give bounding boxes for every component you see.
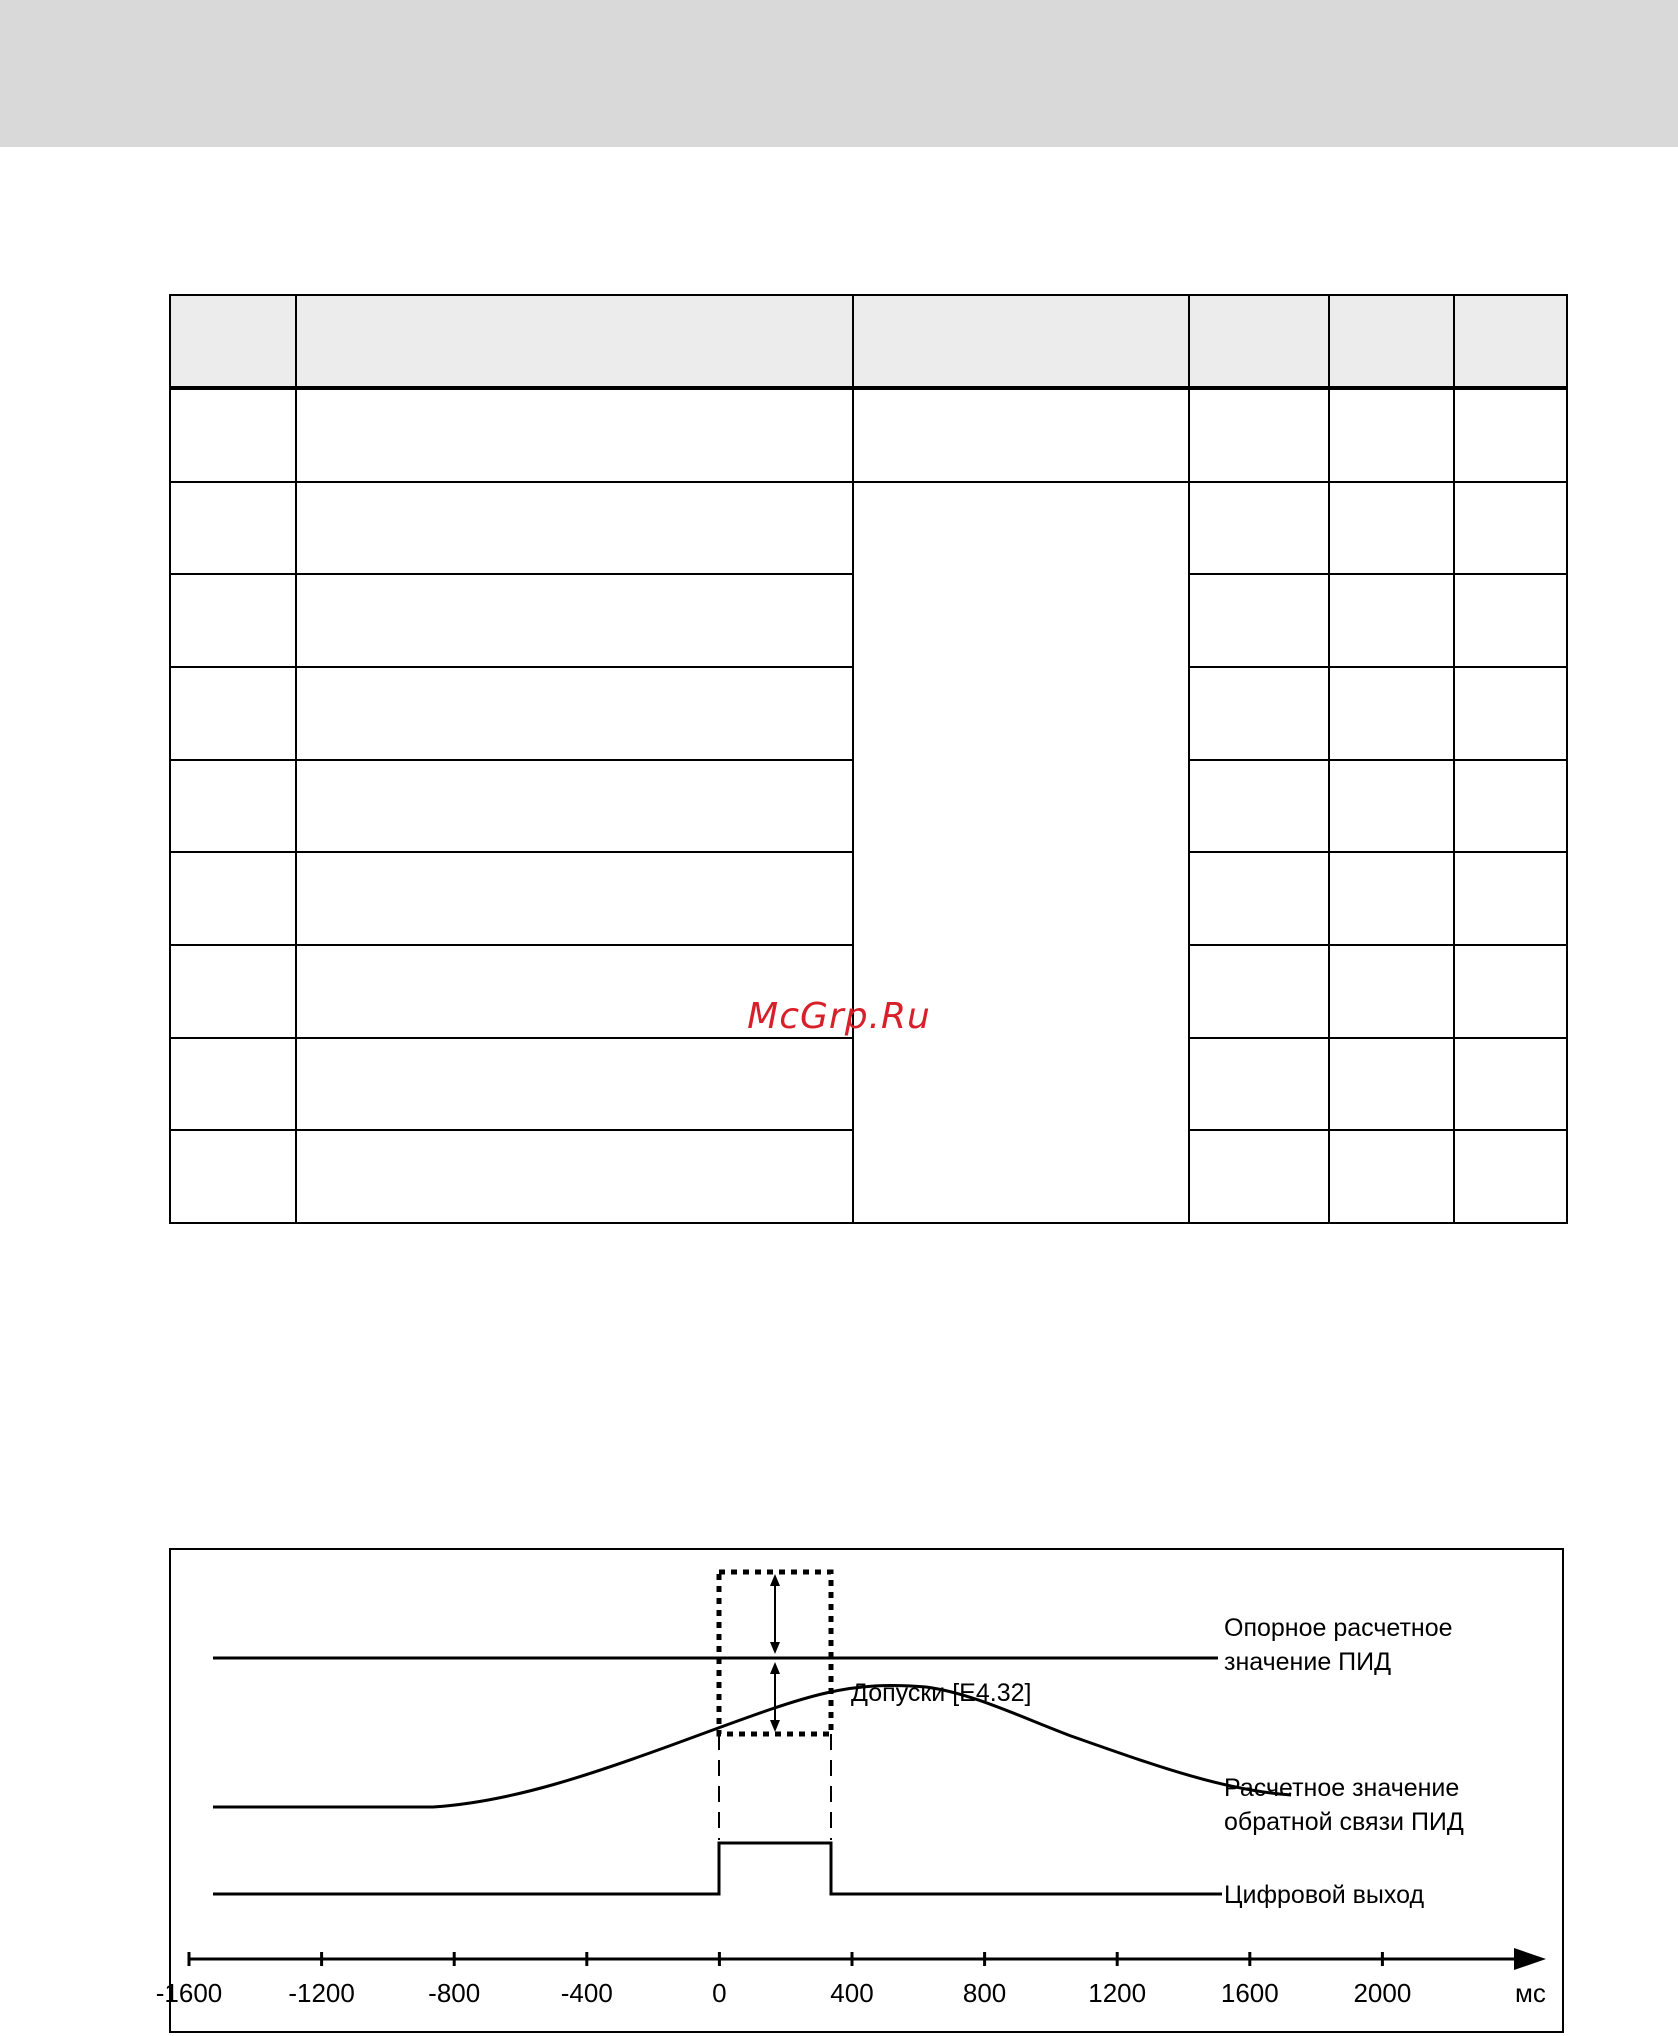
table-cell — [170, 852, 296, 945]
header-cell — [853, 295, 1189, 388]
table-cell — [1454, 667, 1567, 760]
reference-value-label-line1: Опорное расчетное — [1224, 1614, 1453, 1642]
table-cell — [1189, 482, 1329, 575]
table-cell — [1329, 1038, 1454, 1131]
table-cell — [1329, 388, 1454, 482]
table-cell-merged — [853, 482, 1189, 1223]
table-cell — [170, 574, 296, 667]
table-cell — [296, 760, 853, 853]
axis-tick-label: 0 — [712, 1978, 727, 2008]
table-cell — [1189, 1038, 1329, 1131]
table-cell — [296, 1038, 853, 1131]
table-cell — [1189, 852, 1329, 945]
table-cell — [1329, 760, 1454, 853]
tolerance-upper-arrow — [770, 1574, 780, 1654]
parameter-table — [169, 294, 1568, 1224]
watermark-text: McGrp.Ru — [747, 996, 931, 1037]
tolerance-label: Допуски [E4.32] — [851, 1679, 1032, 1707]
feedback-value-label-line1: Расчетное значение — [1224, 1774, 1460, 1802]
table-row — [170, 388, 1567, 482]
table-cell — [296, 482, 853, 575]
table-cell — [1189, 667, 1329, 760]
axis-tick-label: 800 — [962, 1978, 1007, 2008]
table-row — [170, 482, 1567, 575]
reference-value-label-line2: значение ПИД — [1224, 1648, 1392, 1676]
table-cell — [1454, 760, 1567, 853]
axis-tick-label: 1200 — [1088, 1978, 1147, 2008]
table-cell — [1189, 760, 1329, 853]
table-cell — [1454, 388, 1567, 482]
table-cell — [170, 388, 296, 482]
table-cell — [296, 574, 853, 667]
table-cell — [1329, 667, 1454, 760]
table-cell — [1329, 482, 1454, 575]
table-cell — [170, 667, 296, 760]
axis-tick-label: 2000 — [1353, 1978, 1412, 2008]
timing-diagram — [155, 1548, 1564, 2033]
table-cell — [1189, 574, 1329, 667]
table-cell — [296, 852, 853, 945]
table-cell — [1454, 1130, 1567, 1223]
digital-output-label: Цифровой выход — [1224, 1881, 1425, 1909]
header-cell — [170, 295, 296, 388]
axis-tick-label: 400 — [830, 1978, 874, 2008]
table-cell — [1454, 852, 1567, 945]
table-cell — [1454, 574, 1567, 667]
feedback-value-label-line2: обратной связи ПИД — [1224, 1808, 1464, 1836]
header-cell — [296, 295, 853, 388]
tick-labels — [156, 1978, 1412, 2008]
table-cell — [853, 388, 1189, 482]
axis-tick-label: -800 — [428, 1978, 481, 2008]
feedback-value-curve — [213, 1685, 1291, 1807]
table-cell — [296, 1130, 853, 1223]
header-cell — [1189, 295, 1329, 388]
table-cell — [1189, 1130, 1329, 1223]
axis-tick-label: -1600 — [155, 1978, 223, 2008]
table-cell — [1454, 1038, 1567, 1131]
table-header-row — [170, 295, 1567, 388]
table-cell — [296, 667, 853, 760]
timing-diagram-svg — [155, 1550, 1566, 2035]
table-cell — [170, 760, 296, 853]
header-cell — [1329, 295, 1454, 388]
axis-tick-label: -400 — [560, 1978, 613, 2008]
axis-tick-label: 1600 — [1220, 1978, 1279, 2008]
digital-output-signal — [213, 1843, 1222, 1894]
table-cell — [170, 1038, 296, 1131]
header-cell — [1454, 295, 1567, 388]
table-cell — [1329, 852, 1454, 945]
table-cell — [170, 482, 296, 575]
table-cell — [170, 1130, 296, 1223]
axis-unit-label: мс — [1515, 1978, 1546, 2008]
table-cell — [1329, 574, 1454, 667]
tolerance-lower-arrow — [770, 1662, 780, 1732]
table-cell — [296, 388, 853, 482]
table-cell — [1454, 482, 1567, 575]
page-header-band — [0, 0, 1678, 147]
table-cell — [1189, 388, 1329, 482]
table-cell — [1329, 1130, 1454, 1223]
time-axis — [156, 1948, 1546, 2008]
axis-tick-label: -1200 — [288, 1978, 355, 2008]
